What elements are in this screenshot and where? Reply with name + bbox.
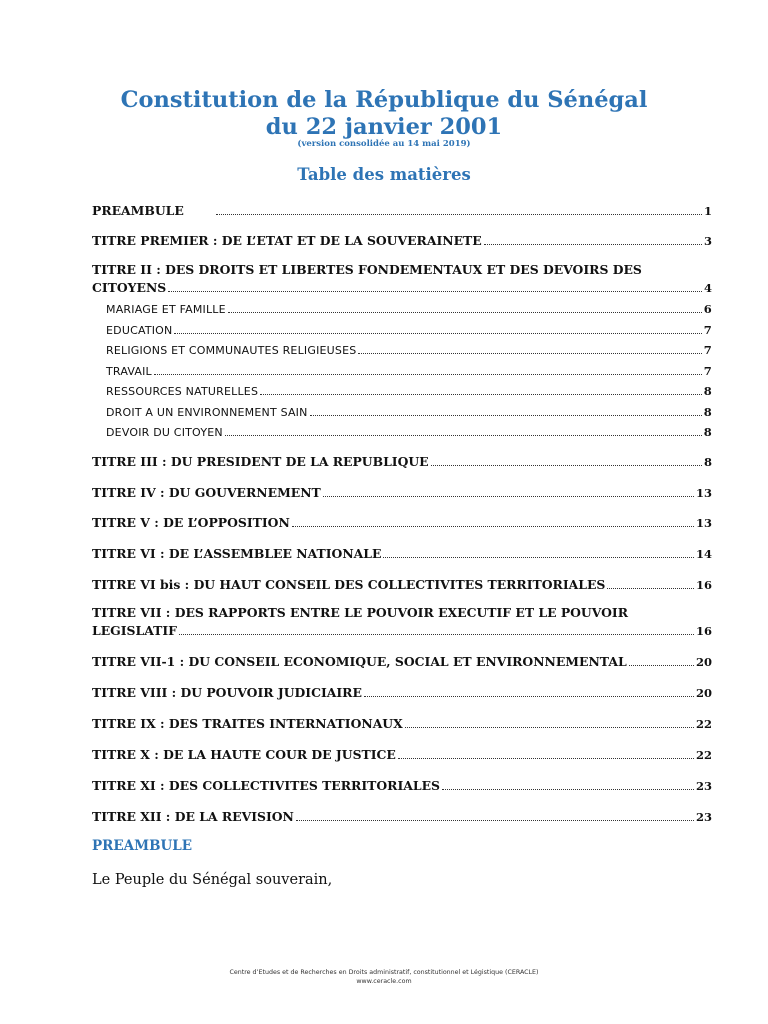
toc-entry-label: TRAVAIL <box>106 365 152 378</box>
toc-page-number: 4 <box>703 281 712 295</box>
toc-subentry[interactable] <box>106 380 712 398</box>
toc-entry[interactable] <box>92 713 712 731</box>
toc-entry-label: TITRE XI : DES COLLECTIVITES TERRITORIALES <box>92 778 440 793</box>
toc-leader-dots <box>154 374 702 375</box>
toc-page-number: 7 <box>703 323 712 337</box>
toc-page-number: 1 <box>703 204 712 218</box>
toc-entry[interactable] <box>92 620 712 638</box>
toc-heading: Table des matières <box>297 165 471 184</box>
toc-leader-dots <box>310 415 702 416</box>
toc-leader-dots <box>174 333 701 334</box>
toc-leader-dots <box>398 758 694 759</box>
toc-entry-label: TITRE IX : DES TRAITES INTERNATIONAUX <box>92 716 403 731</box>
toc-page-number: 8 <box>703 405 712 419</box>
toc-leader-dots <box>607 588 694 589</box>
toc-leader-dots <box>323 496 694 497</box>
toc-subentry[interactable] <box>106 339 712 357</box>
toc-leader-dots <box>296 820 694 821</box>
toc-entry-label: TITRE XII : DE LA REVISION <box>92 809 294 824</box>
toc-leader-dots <box>629 665 694 666</box>
toc-entry[interactable] <box>92 744 712 762</box>
toc-entry-label: LEGISLATIF <box>92 623 177 638</box>
toc-entry[interactable] <box>92 277 712 295</box>
toc-entry[interactable] <box>92 682 712 700</box>
toc-entry-label: TITRE VII-1 : DU CONSEIL ECONOMIQUE, SOCIAL ET ENVIRONNEMENTAL <box>92 654 627 669</box>
toc-leader-dots <box>358 353 701 354</box>
toc-leader-dots <box>179 634 694 635</box>
toc-entry-label: DEVOIR DU CITOYEN <box>106 426 223 439</box>
toc-page-number: 22 <box>695 748 712 762</box>
toc-leader-dots <box>405 727 694 728</box>
toc-entry[interactable] <box>92 543 712 561</box>
toc-entry-label: TITRE VI bis : DU HAUT CONSEIL DES COLLECTIVITES TERRITORIALES <box>92 577 606 592</box>
toc-leader-dots <box>228 312 702 313</box>
toc-page-number: 8 <box>703 425 712 439</box>
toc-entry-label: TITRE VII : DES RAPPORTS ENTRE LE POUVOIR EXECUTIF ET LE POUVOIR <box>92 605 629 620</box>
toc-leader-dots <box>292 526 694 527</box>
toc-entry-label: EDUCATION <box>106 324 173 337</box>
document-subtitle: (version consolidée au 14 mai 2019) <box>297 139 471 149</box>
toc-leader-dots <box>364 696 694 697</box>
toc-entry[interactable] <box>92 806 712 824</box>
toc-entry-label: RELIGIONS ET COMMUNAUTES RELIGIEUSES <box>106 344 357 357</box>
toc-entry-label: TITRE VIII : DU POUVOIR JUDICIAIRE <box>92 685 362 700</box>
toc-entry-label: PREAMBULE <box>92 203 184 218</box>
toc-page-number: 13 <box>695 516 712 530</box>
footer-website: www.ceracle.com <box>356 978 412 985</box>
section-heading: PREAMBULE <box>92 838 193 854</box>
toc-entry-label: TITRE IV : DU GOUVERNEMENT <box>92 485 321 500</box>
toc-entry[interactable] <box>92 775 712 793</box>
toc-leader-dots <box>431 465 702 466</box>
toc-entry[interactable] <box>92 230 712 248</box>
toc-page-number: 7 <box>703 364 712 378</box>
toc-page-number: 6 <box>703 302 712 316</box>
toc-leader-dots <box>216 214 702 215</box>
toc-entry[interactable] <box>92 200 712 218</box>
toc-subentry[interactable] <box>106 421 712 439</box>
body-text: Le Peuple du Sénégal souverain, <box>92 872 333 888</box>
toc-page-number: 22 <box>695 717 712 731</box>
toc-entry[interactable] <box>92 482 712 500</box>
toc-page-number: 23 <box>695 810 712 824</box>
toc-subentry[interactable] <box>106 298 712 316</box>
toc-entry[interactable] <box>92 574 712 592</box>
toc-page-number: 14 <box>695 547 712 561</box>
toc-page-number: 23 <box>695 779 712 793</box>
toc-entry-label: TITRE PREMIER : DE L’ETAT ET DE LA SOUVERAINETE <box>92 233 482 248</box>
toc-leader-dots <box>168 291 702 292</box>
toc-entry[interactable] <box>92 512 712 530</box>
toc-entry-label: MARIAGE ET FAMILLE <box>106 303 226 316</box>
page-footer <box>0 968 768 986</box>
toc-leader-dots <box>225 435 702 436</box>
toc-page-number: 16 <box>695 578 712 592</box>
toc-page-number: 13 <box>695 486 712 500</box>
toc-page-number: 3 <box>703 234 712 248</box>
toc-entry-label: RESSOURCES NATURELLES <box>106 385 259 398</box>
toc-page-number: 16 <box>695 624 712 638</box>
toc-entry-label: TITRE VI : DE L’ASSEMBLEE NATIONALE <box>92 546 382 561</box>
toc-leader-dots <box>484 244 702 245</box>
document-title-line2: du 22 janvier 2001 <box>265 114 503 140</box>
toc-subentry[interactable] <box>106 401 712 419</box>
toc-leader-dots <box>260 394 702 395</box>
toc-page-number: 8 <box>703 384 712 398</box>
toc-page-number: 8 <box>703 455 712 469</box>
toc-entry-label: TITRE X : DE LA HAUTE COUR DE JUSTICE <box>92 747 396 762</box>
toc-entry-label: TITRE III : DU PRESIDENT DE LA REPUBLIQUE <box>92 454 429 469</box>
toc-entry-label: TITRE V : DE L’OPPOSITION <box>92 515 290 530</box>
toc-page-number: 7 <box>703 343 712 357</box>
toc-subentry[interactable] <box>106 360 712 378</box>
toc-entry[interactable] <box>92 651 712 669</box>
toc-entry-label: TITRE II : DES DROITS ET LIBERTES FONDEMENTAUX ET DES DEVOIRS DES <box>92 262 642 277</box>
toc-subentry[interactable] <box>106 319 712 337</box>
toc-entry-label: DROIT A UN ENVIRONNEMENT SAIN <box>106 406 308 419</box>
footer-organization: Centre d’Etudes et de Recherches en Droits administratif, constitutionnel et Légistique (CERACLE) <box>229 969 539 976</box>
toc-entry[interactable] <box>92 451 712 469</box>
toc-page-number: 20 <box>695 686 712 700</box>
toc-entry-label: CITOYENS <box>92 280 167 295</box>
document-title-line1: Constitution de la République du Sénégal <box>120 87 648 113</box>
toc-leader-dots <box>442 789 694 790</box>
toc-leader-dots <box>383 557 694 558</box>
toc-page-number: 20 <box>695 655 712 669</box>
